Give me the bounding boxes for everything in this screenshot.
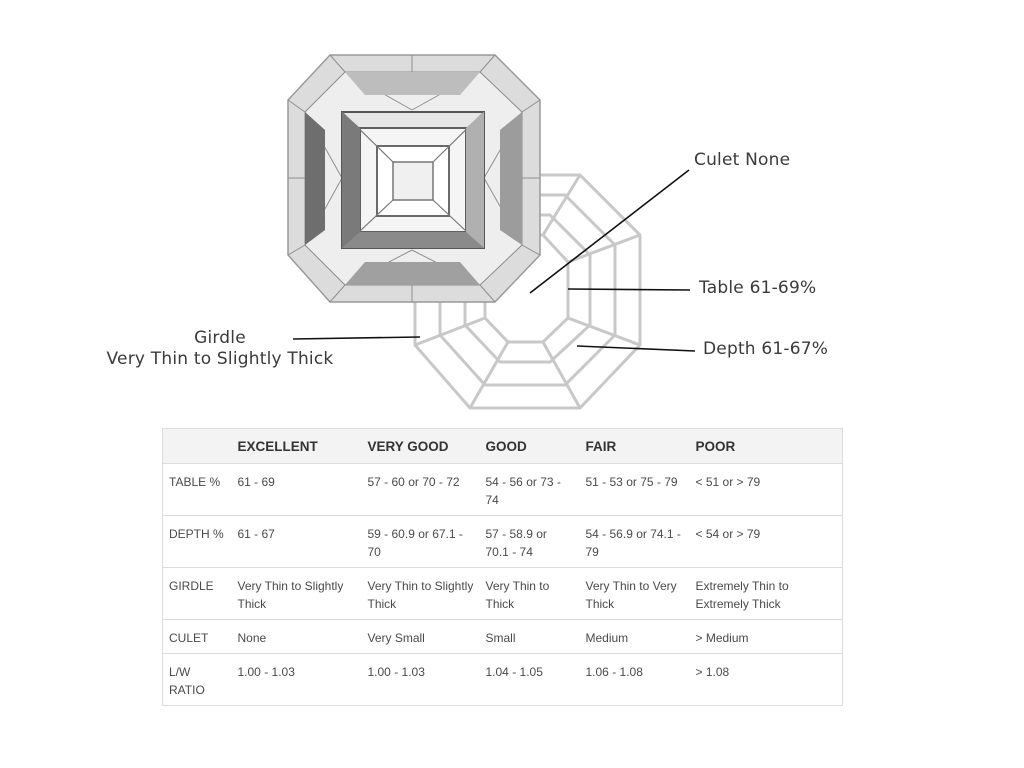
table-cell: 54 - 56.9 or 74.1 - 79: [580, 516, 690, 568]
table-cell: 1.04 - 1.05: [480, 654, 580, 706]
table-cell: < 51 or > 79: [690, 464, 843, 516]
girdle-callout-label: [100, 328, 340, 370]
header-cell-good: GOOD: [480, 429, 580, 464]
culet-callout-line: [530, 170, 689, 293]
depth-callout-label: Depth 61-67%: [703, 339, 829, 359]
asscher-diamond-top-view-icon: [288, 55, 540, 302]
table-cell: Very Small: [362, 620, 480, 654]
row-label: CULET: [163, 620, 232, 654]
table-row-table-percent: [163, 464, 843, 516]
table-cell: 57 - 60 or 70 - 72: [362, 464, 480, 516]
table-cell: Extremely Thin to Extremely Thick: [690, 568, 843, 620]
table-row-culet: [163, 620, 843, 654]
table-cell: 59 - 60.9 or 67.1 - 70: [362, 516, 480, 568]
table-cell: 61 - 69: [232, 464, 362, 516]
culet-callout-label: Culet None: [694, 150, 791, 170]
table-callout-label: Table 61-69%: [699, 278, 817, 298]
table-cell: Small: [480, 620, 580, 654]
row-label: TABLE %: [163, 464, 232, 516]
header-cell-poor: POOR: [690, 429, 843, 464]
table-cell: Very Thin to Slightly Thick: [362, 568, 480, 620]
table-header-row: [163, 429, 843, 464]
table-cell: Medium: [580, 620, 690, 654]
table-cell: 57 - 58.9 or 70.1 - 74: [480, 516, 580, 568]
row-label: GIRDLE: [163, 568, 232, 620]
table-cell: 61 - 67: [232, 516, 362, 568]
table-cell: > Medium: [690, 620, 843, 654]
table-cell: Very Thin to Very Thick: [580, 568, 690, 620]
row-label: DEPTH %: [163, 516, 232, 568]
table-cell: Very Thin to Thick: [480, 568, 580, 620]
table-cell: > 1.08: [690, 654, 843, 706]
header-cell-very-good: VERY GOOD: [362, 429, 480, 464]
cut-grade-table: [162, 428, 843, 706]
table-callout-line: [568, 289, 690, 290]
table-cell: 1.06 - 1.08: [580, 654, 690, 706]
table-row-girdle: [163, 568, 843, 620]
table-cell: 1.00 - 1.03: [362, 654, 480, 706]
table-cell: < 54 or > 79: [690, 516, 843, 568]
header-cell-excellent: EXCELLENT: [232, 429, 362, 464]
table-cell: 54 - 56 or 73 - 74: [480, 464, 580, 516]
table-row-depth-percent: [163, 516, 843, 568]
girdle-callout-title: Girdle: [194, 328, 246, 348]
table-cell: 1.00 - 1.03: [232, 654, 362, 706]
header-cell-blank: [163, 429, 232, 464]
header-cell-fair: FAIR: [580, 429, 690, 464]
row-label: L/W RATIO: [163, 654, 232, 706]
table-cell: Very Thin to Slightly Thick: [232, 568, 362, 620]
table-cell: None: [232, 620, 362, 654]
girdle-callout-value: Very Thin to Slightly Thick: [106, 349, 334, 369]
table-cell: 51 - 53 or 75 - 79: [580, 464, 690, 516]
table-row-lw-ratio: [163, 654, 843, 706]
